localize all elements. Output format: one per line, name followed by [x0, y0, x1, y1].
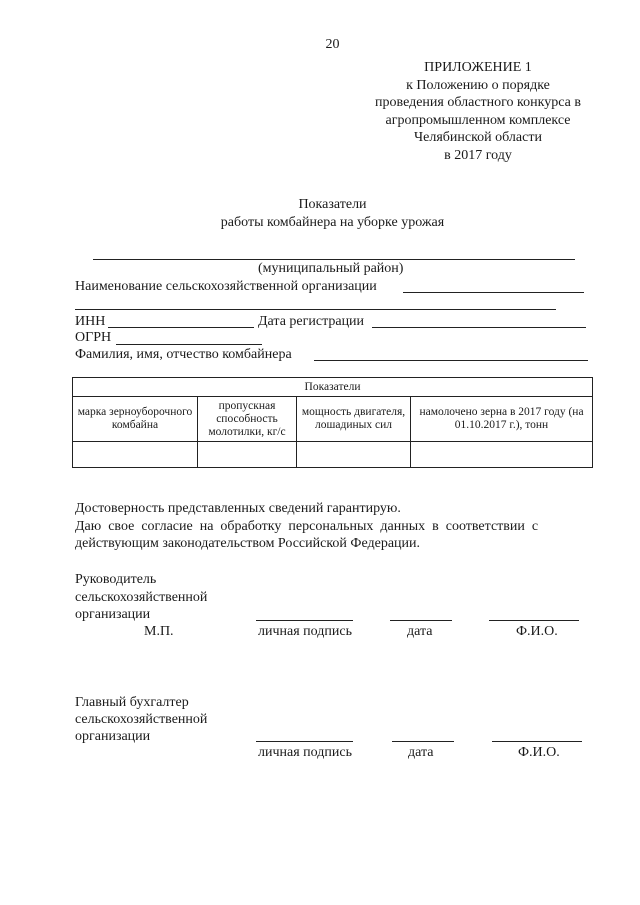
- head-role-line-3: организации: [75, 607, 151, 622]
- table-cell-input[interactable]: [198, 442, 297, 468]
- reliability-statement: Достоверность представленных сведений гарантирую.: [75, 501, 401, 516]
- appendix-line: ПРИЛОЖЕНИЕ 1: [424, 60, 532, 75]
- appendix-line: агропромышленном комплексе: [385, 112, 571, 128]
- table-row: [73, 442, 593, 468]
- table-group-header: Показатели: [73, 378, 593, 397]
- appendix-line: Челябинской области: [414, 130, 542, 145]
- indicators-table: [72, 377, 593, 468]
- head-signature-caption: личная подпись: [258, 624, 352, 639]
- accountant-signature-caption: личная подпись: [258, 745, 352, 760]
- fio-field-line[interactable]: [314, 360, 588, 361]
- district-caption: (муниципальный район): [258, 261, 404, 276]
- accountant-name-caption: Ф.И.О.: [518, 745, 560, 760]
- head-date-line[interactable]: [390, 620, 452, 621]
- column-header-grain-threshed: намолочено зерна в 2017 году (на 01.10.2017 г.), тонн: [411, 397, 593, 442]
- table-cell-input[interactable]: [73, 442, 198, 468]
- appendix-line: проведения областного конкурса в: [375, 95, 581, 110]
- consent-statement-line-1: Даю свое согласие на обработку персональных данных в соответствии с: [75, 519, 539, 534]
- reg-date-label: Дата регистрации: [258, 314, 365, 329]
- accountant-role-line-3: организации: [75, 729, 151, 744]
- accountant-signature-line[interactable]: [256, 741, 353, 742]
- head-role-line-1: Руководитель: [75, 572, 157, 587]
- ogrn-label: ОГРН: [75, 330, 112, 345]
- org-name-field-line[interactable]: [403, 292, 584, 293]
- head-signature-line[interactable]: [256, 620, 353, 621]
- accountant-name-line[interactable]: [492, 741, 582, 742]
- column-header-threshing-capacity: пропускная способность молотилки, кг/с: [198, 397, 297, 442]
- head-role-line-2: сельскохозяйственной: [75, 590, 208, 605]
- head-name-caption: Ф.И.О.: [516, 624, 558, 639]
- table-cell-input[interactable]: [411, 442, 593, 468]
- table-cell-input[interactable]: [297, 442, 411, 468]
- head-date-caption: дата: [407, 624, 433, 639]
- table-column-headers: [73, 397, 593, 442]
- inn-field-line[interactable]: [108, 327, 254, 328]
- accountant-date-line[interactable]: [392, 741, 454, 742]
- consent-statement-line-2: действующим законодательством Российской Федерации.: [75, 536, 421, 551]
- fio-label: Фамилия, имя, отчество комбайнера: [75, 347, 292, 362]
- title-line-2: работы комбайнера на уборке урожая: [220, 215, 445, 230]
- page-number: 20: [325, 37, 340, 52]
- column-header-engine-power: мощность двигателя, лошадиных сил: [297, 397, 411, 442]
- accountant-role-line-1: Главный бухгалтер: [75, 695, 189, 710]
- appendix-line: в 2017 году: [444, 147, 512, 163]
- stamp-placeholder: М.П.: [144, 624, 174, 639]
- head-name-line[interactable]: [489, 620, 579, 621]
- reg-date-field-line[interactable]: [372, 327, 586, 328]
- ogrn-field-line[interactable]: [116, 344, 262, 345]
- org-name-label: Наименование сельскохозяйственной организации: [75, 279, 377, 294]
- accountant-role-line-2: сельскохозяйственной: [75, 712, 208, 727]
- document-title: [0, 196, 640, 232]
- table-group-header-row: [73, 378, 593, 397]
- inn-label: ИНН: [75, 314, 106, 329]
- appendix-header: [340, 59, 616, 164]
- accountant-date-caption: дата: [408, 745, 434, 760]
- title-line-1: Показатели: [298, 197, 367, 212]
- org-name-field-line-2[interactable]: [75, 309, 556, 310]
- appendix-line: к Положению о порядке: [406, 77, 550, 93]
- column-header-combine-brand: марка зерноуборочного комбайна: [73, 397, 198, 442]
